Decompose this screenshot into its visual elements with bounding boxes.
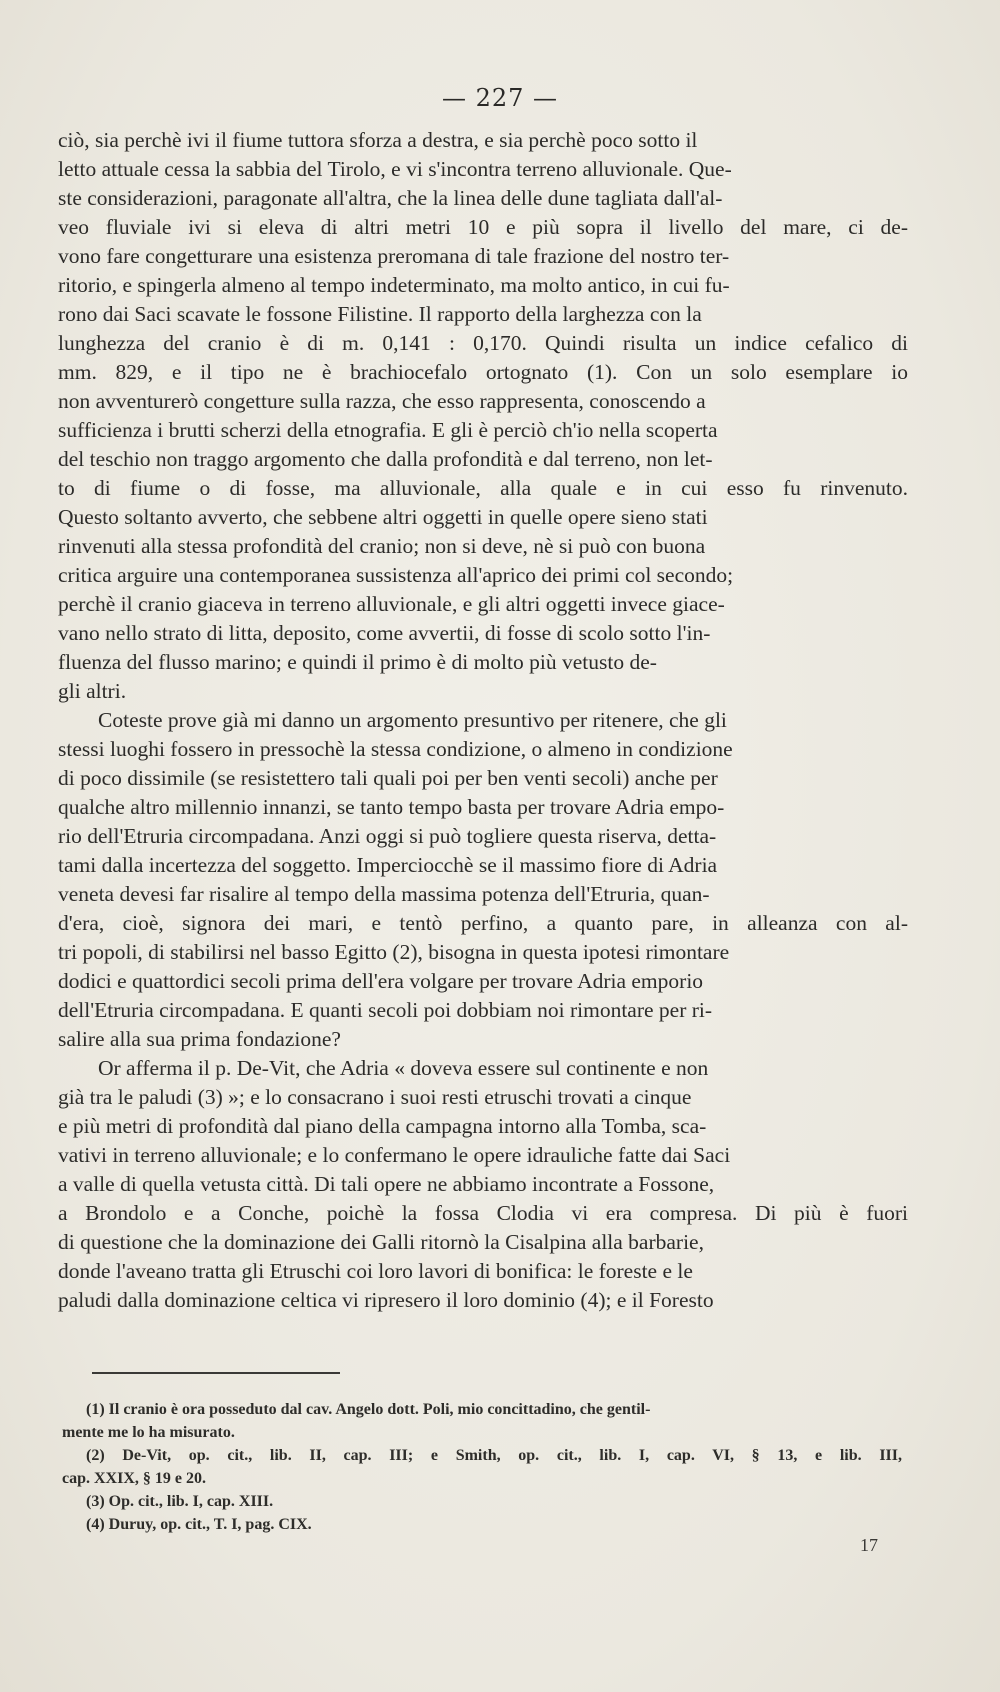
text-line: veneta devesi far risalire al tempo della massima potenza dell'Etruria, quan- (58, 882, 710, 906)
text-line: donde l'aveano tratta gli Etruschi coi loro lavori di bonifica: le foreste e le (58, 1259, 693, 1283)
footnote-line: (4) Duruy, op. cit., T. I, pag. CIX. (86, 1516, 312, 1533)
text-line: tri popoli, di stabilirsi nel basso Egitto (2), bisogna in questa ipotesi rimontare (58, 940, 730, 964)
text-line: fluenza del flusso marino; e quindi il primo è di molto più vetusto de- (58, 650, 657, 674)
text-line: già tra le paludi (3) »; e lo consacrano i suoi resti etruschi trovati a cinque (58, 1085, 692, 1109)
text-line: ritorio, e spingerla almeno al tempo indeterminato, ma molto antico, in cui fu- (58, 273, 730, 297)
text-line: Or afferma il p. De-Vit, che Adria « doveva essere sul continente e non (98, 1056, 709, 1080)
text-line: rinvenuti alla stessa profondità del cranio; non si deve, nè si può con buona (58, 534, 706, 558)
text-line: lunghezza del cranio è di m. 0,141 : 0,170. Quindi risulta un indice cefalico di (58, 331, 908, 355)
text-line: di questione che la dominazione dei Galli ritornò la Cisalpina alla barbarie, (58, 1230, 704, 1254)
text-line: gli altri. (58, 679, 127, 703)
text-line: sufficienza i brutti scherzi della etnografia. E gli è perciò ch'io nella scoperta (58, 418, 718, 442)
text-line: dodici e quattordici secoli prima dell'era volgare per trovare Adria emporio (58, 969, 704, 993)
text-line: a valle di quella vetusta città. Di tali opere ne abbiamo incontrate a Fossone, (58, 1172, 715, 1196)
text-line: salire alla sua prima fondazione? (58, 1027, 341, 1051)
text-line: mm. 829, e il tipo ne è brachiocefalo ortognato (1). Con un solo esemplare io (58, 360, 908, 384)
text-line: di poco dissimile (se resistettero tali quali poi per ben venti secoli) anche per (58, 766, 718, 790)
text-line: vano nello strato di litta, deposito, come avvertii, di fosse di scolo sotto l'in- (58, 621, 711, 645)
text-line: paludi dalla dominazione celtica vi ripresero il loro dominio (4); e il Foresto (58, 1288, 714, 1312)
text-line: rio dell'Etruria circompadana. Anzi oggi si può togliere questa riserva, detta- (58, 824, 717, 848)
text-line: rono dai Saci scavate le fossone Filistine. Il rapporto della larghezza con la (58, 302, 702, 326)
text-line: perchè il cranio giaceva in terreno alluvionale, e gli altri oggetti invece giace- (58, 592, 725, 616)
footnote-line: mente me lo ha misurato. (62, 1424, 235, 1441)
footnotes (62, 1398, 922, 1536)
footnote-line: cap. XXIX, § 19 e 20. (62, 1470, 206, 1487)
text-line: ste considerazioni, paragonate all'altra, che la linea delle dune tagliata dall'al- (58, 186, 723, 210)
text-line: vono fare congetturare una esistenza preromana di tale frazione del nostro ter- (58, 244, 730, 268)
text-line: d'era, cioè, signora dei mari, e tentò perfino, a quanto pare, in alleanza con al- (58, 911, 908, 935)
footnote-line: (1) Il cranio è ora posseduto dal cav. Angelo dott. Poli, mio concittadino, che gentil- (86, 1401, 651, 1418)
text-line: critica arguire una contemporanea sussistenza all'aprico dei primi col secondo; (58, 563, 734, 587)
body-text (58, 126, 908, 1315)
text-line: qualche altro millennio innanzi, se tanto tempo basta per trovare Adria empo- (58, 795, 725, 819)
text-line: Questo soltanto avverto, che sebbene altri oggetti in quelle opere sieno stati (58, 505, 708, 529)
footnote-line: (2) De-Vit, op. cit., lib. II, cap. III; e Smith, op. cit., lib. I, cap. VI, § 13, e lib. III, (86, 1447, 902, 1464)
text-line: tami dalla incertezza del soggetto. Imperciocchè se il massimo fiore di Adria (58, 853, 718, 877)
text-line: ciò, sia perchè ivi il fiume tuttora sforza a destra, e sia perchè poco sotto il (58, 128, 698, 152)
text-line: e più metri di profondità dal piano della campagna intorno alla Tomba, sca- (58, 1114, 707, 1138)
text-line: veo fluviale ivi si eleva di altri metri 10 e più sopra il livello del mare, ci de- (58, 215, 908, 239)
text-line: stessi luoghi fossero in pressochè la stessa condizione, o almeno in condizione (58, 737, 733, 761)
text-line: vativi in terreno alluvionale; e lo confermano le opere idrauliche fatte dai Saci (58, 1143, 731, 1167)
footnote-line: (3) Op. cit., lib. I, cap. XIII. (86, 1493, 274, 1510)
page-number: — 227 — (441, 84, 559, 112)
text-line: to di fiume o di fosse, ma alluvionale, alla quale e in cui esso fu rinvenuto. (58, 476, 908, 500)
text-line: Coteste prove già mi danno un argomento presuntivo per ritenere, che gli (98, 708, 727, 732)
signature-mark: 17 (860, 1535, 878, 1555)
text-line: a Brondolo e a Conche, poichè la fossa Clodia vi era compresa. Di più è fuori (58, 1201, 908, 1225)
text-line: dell'Etruria circompadana. E quanti secoli poi dobbiam noi rimontare per ri- (58, 998, 713, 1022)
footnote-rule (92, 1372, 340, 1374)
text-line: letto attuale cessa la sabbia del Tirolo, e vi s'incontra terreno alluvionale. Que- (58, 157, 732, 181)
text-line: non avventurerò congetture sulla razza, che esso rappresenta, conoscendo a (58, 389, 706, 413)
text-line: del teschio non traggo argomento che dalla profondità e dal terreno, non let- (58, 447, 713, 471)
